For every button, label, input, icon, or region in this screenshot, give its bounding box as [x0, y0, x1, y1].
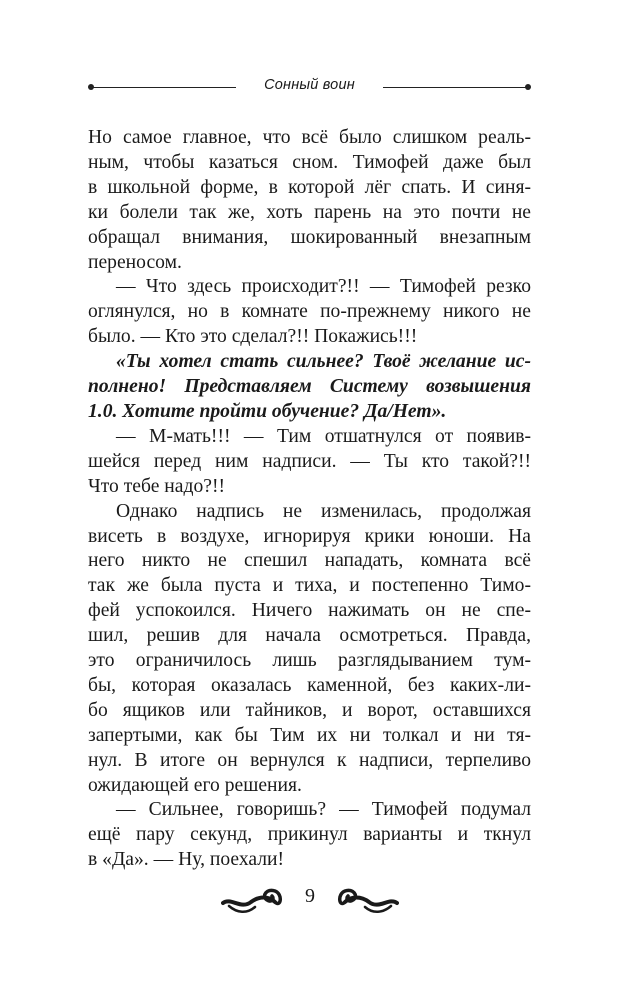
- text-line: было. — Кто это сделал?!! Покажись!!!: [88, 326, 418, 348]
- text-line: бо ящиков или тайников, и ворот, оставшихся: [88, 699, 531, 721]
- text-line: — Что здесь происходит?!! — Тимофей резко: [116, 276, 531, 298]
- page-footer: [221, 880, 399, 920]
- text-line: — М-мать!!! — Тим отшатнулся от появив-: [116, 425, 531, 447]
- text-line: это ограничилось лишь разглядыванием тум-: [88, 650, 531, 672]
- running-header-title: Сонный воин: [264, 77, 355, 93]
- swirl-ornament-right-icon: [333, 886, 399, 916]
- text-line: Но самое главное, что всё было слишком реаль-: [88, 127, 531, 148]
- text-line: запертыми, как бы Тим их ни толкал и ни тя-: [88, 724, 531, 746]
- text-line: переносом.: [88, 251, 182, 273]
- text-line: обращал внимания, шокированный внезапным: [88, 226, 531, 248]
- text-line: «Ты хотел стать сильнее? Твоё желание ис-: [116, 351, 531, 373]
- text-line: в «Да». — Ну, поехали!: [88, 849, 285, 871]
- text-line: фей успокоился. Ничего нажимать он не спе-: [88, 600, 531, 622]
- text-line: Что тебе надо?!!: [88, 475, 225, 497]
- header-rule-right: [383, 87, 527, 88]
- text-line: ещё пару секунд, прикинул варианты и ткнул: [88, 824, 531, 846]
- text-line: ожидающей его решения.: [88, 774, 302, 796]
- text-line: 1.0. Хотите пройти обучение? Да/Нет».: [88, 400, 447, 422]
- text-line: нул. В итоге он вернулся к надписи, терпеливо: [88, 749, 531, 771]
- text-line: него никто не спешил нападать, комната всё: [88, 550, 531, 572]
- text-line: шил, решив для начала осмотреться. Правда,: [88, 625, 531, 647]
- text-line: — Сильнее, говоришь? — Тимофей подумал: [116, 799, 531, 821]
- text-line: бы, которая оказалась каменной, без каких-ли-: [88, 674, 531, 696]
- text-line: ным, чтобы казаться сном. Тимофей даже был: [88, 151, 531, 173]
- text-line: Однако надпись не изменилась, продолжая: [116, 500, 531, 522]
- text-line: висеть в воздухе, игнорируя крики юноши. На: [88, 525, 531, 547]
- body-text: [88, 126, 531, 873]
- page-number: 9: [305, 885, 315, 907]
- text-line: оглянулся, но в комнате по-прежнему никого не: [88, 301, 531, 323]
- text-line: полнено! Представляем Систему возвышения: [88, 376, 531, 398]
- text-line: так же была пуста и тиха, и постепенно Тимо-: [88, 575, 531, 597]
- text-line: в школьной форме, в которой лёг спать. И синя-: [88, 176, 531, 198]
- text-line: ки болели так же, хоть парень на это почти не: [88, 201, 531, 223]
- header-dot-right-icon: [525, 84, 531, 90]
- text-line: шейся перед ним надписи. — Ты кто такой?!!: [88, 450, 531, 472]
- running-header: [88, 76, 531, 98]
